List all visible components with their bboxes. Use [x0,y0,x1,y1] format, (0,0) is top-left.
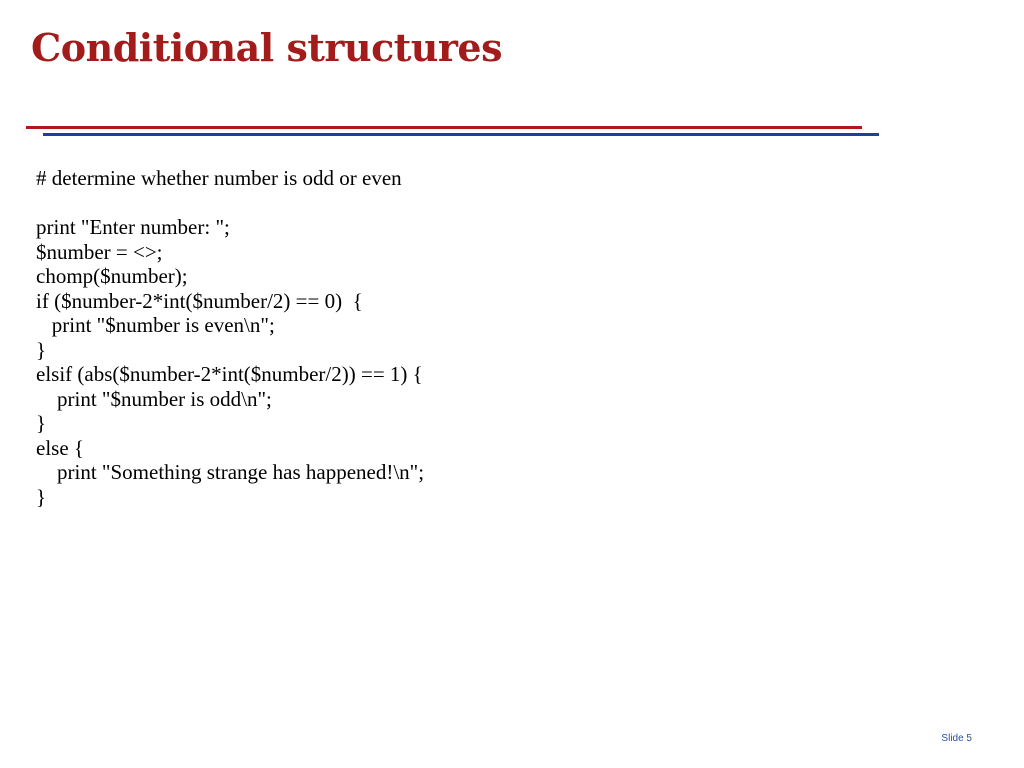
code-line: } [36,337,47,362]
code-line: # determine whether number is odd or even [36,166,402,190]
code-line: elsif (abs($number-2*int($number/2)) == 1) { [36,362,423,386]
code-block [36,166,936,509]
code-line: print "$number is even\n"; [36,313,275,337]
slide-title: Conditional structures [31,25,502,70]
code-line: else { [36,435,84,460]
code-line: print "$number is odd\n"; [36,386,272,411]
slide-number: Slide 5 [941,733,972,744]
code-line: chomp($number); [36,264,188,288]
title-underline-red [26,126,862,129]
code-line: } [36,484,47,509]
code-line: } [36,411,47,435]
code-line: if ($number-2*int($number/2) == 0) { [36,288,363,313]
code-line [36,191,936,216]
code-line: $number = <>; [36,239,163,264]
title-underline-blue [43,133,879,136]
code-line: print "Enter number: "; [36,215,230,239]
code-line: print "Something strange has happened!\n"; [36,460,425,484]
